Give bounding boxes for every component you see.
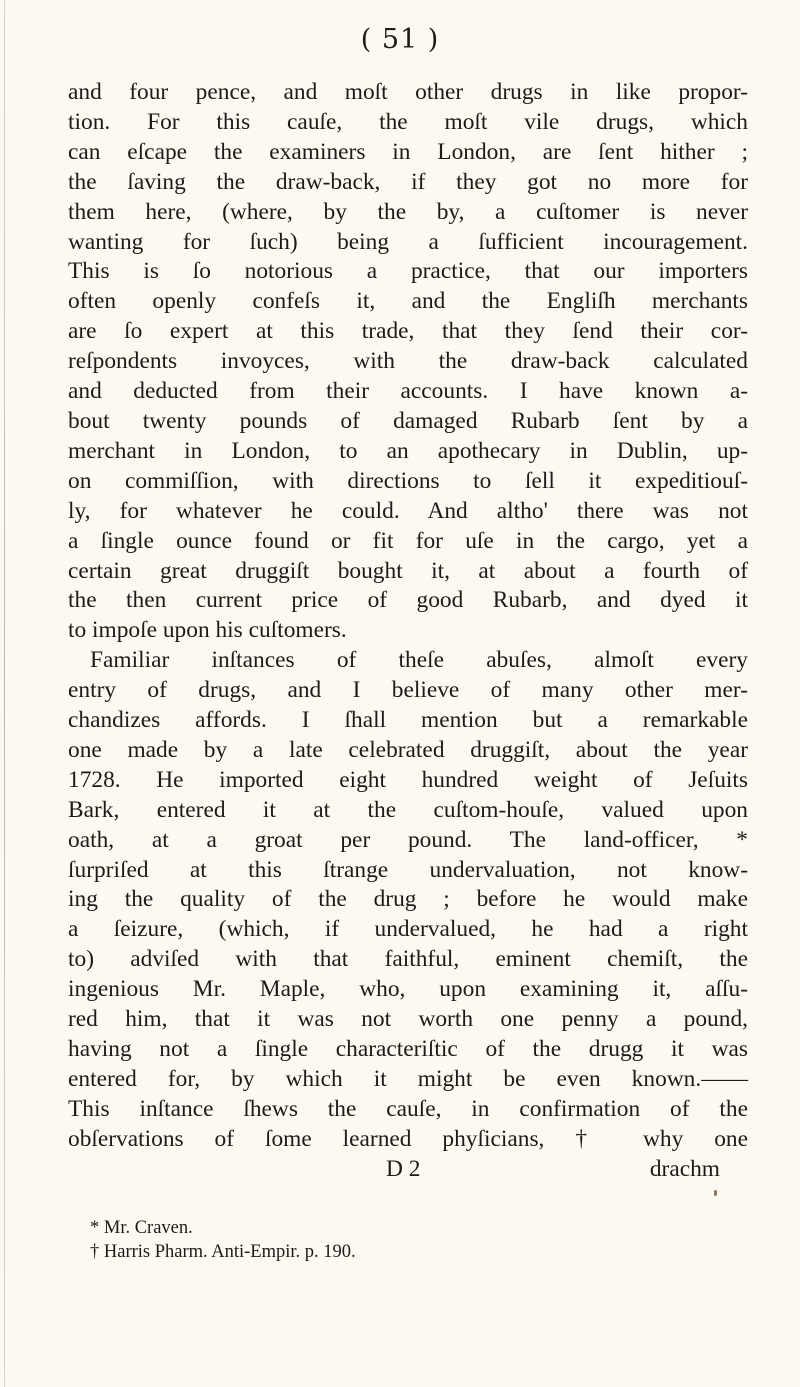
text-line: ly, for whatever he could. And altho' there was not — [68, 497, 748, 524]
signature-mark: D 2 — [386, 1155, 421, 1182]
text-line: a ſeizure, (which, if undervalued, he had a right — [68, 916, 748, 943]
text-line: ing the quality of the drug ; before he would make — [68, 886, 748, 913]
ink-spot — [714, 1190, 717, 1196]
page-edge-line — [4, 0, 5, 1387]
text-line: having not a ſingle characteriſtic of the drugg it was — [68, 1036, 748, 1062]
text-line: bout twenty pounds of damaged Rubarb ſent by a — [68, 407, 748, 434]
footnotes — [90, 1216, 730, 1264]
text-line: can eſcape the examiners in London, are ſent hither ; — [68, 138, 748, 165]
text-line: and four pence, and moſt other drugs in like propor- — [68, 79, 748, 105]
signature-row — [68, 1155, 748, 1185]
text-line: This inſtance ſhews the cauſe, in confirmation of the — [68, 1095, 748, 1122]
text-line: red him, that it was not worth one penny a pound, — [68, 1006, 748, 1033]
text-line: the then current price of good Rubarb, and dyed it — [68, 587, 748, 614]
text-line: ingenious Mr. Maple, who, upon examining it, aſſu- — [68, 976, 748, 1003]
footnote: † Harris Pharm. Anti-Empir. p. 190. — [90, 1242, 356, 1262]
body-text — [68, 78, 748, 1185]
text-line: the ſaving the draw-back, if they got no more for — [68, 168, 748, 195]
text-line: reſpondents invoyces, with the draw-back calculated — [68, 348, 748, 375]
catchword: drachm — [649, 1155, 720, 1182]
text-line: on commiſſion, with directions to ſell it expeditiouſ- — [68, 467, 748, 494]
text-line: to) adviſed with that faithful, eminent chemiſt, the — [68, 946, 748, 973]
text-line: merchant in London, to an apothecary in Dublin, up- — [68, 437, 748, 464]
text-line: to impoſe upon his cuſtomers. — [68, 617, 347, 644]
text-line: wanting for ſuch) being a ſufficient incouragement. — [68, 228, 748, 255]
text-line: often openly confeſs it, and the Engliſh merchants — [68, 288, 748, 315]
text-line: Familiar inſtances of theſe abuſes, almoſt every — [90, 647, 748, 674]
text-line: certain great druggiſt bought it, at about a fourth of — [68, 557, 748, 584]
text-line: one made by a late celebrated druggiſt, about the year — [68, 736, 748, 763]
text-line: obſervations of ſome learned phyſicians, † why one — [68, 1125, 748, 1152]
footnote: * Mr. Craven. — [90, 1218, 193, 1238]
page-number: ( 51 ) — [360, 24, 440, 55]
text-line: This is ſo notorious a practice, that our importers — [68, 258, 748, 285]
text-line: Bark, entered it at the cuſtom-houſe, valued upon — [68, 796, 748, 823]
text-line: oath, at a groat per pound. The land-officer, * — [68, 826, 748, 853]
text-line: chandizes affords. I ſhall mention but a remarkable — [68, 707, 748, 734]
text-line: and deducted from their accounts. I have known a- — [68, 378, 748, 405]
text-line: entered for, by which it might be even known.—— — [68, 1065, 748, 1092]
text-line: ſurpriſed at this ſtrange undervaluation, not know- — [68, 856, 748, 883]
text-line: them here, (where, by the by, a cuſtomer is never — [68, 198, 748, 225]
text-line: tion. For this cauſe, the moſt vile drugs, which — [68, 108, 748, 135]
text-line: a ſingle ounce found or fit for uſe in the cargo, yet a — [68, 527, 748, 554]
text-line: entry of drugs, and I believe of many other mer- — [68, 677, 748, 704]
text-line: 1728. He imported eight hundred weight of Jeſuits — [68, 766, 748, 793]
text-line: are ſo expert at this trade, that they ſend their cor- — [68, 318, 748, 345]
